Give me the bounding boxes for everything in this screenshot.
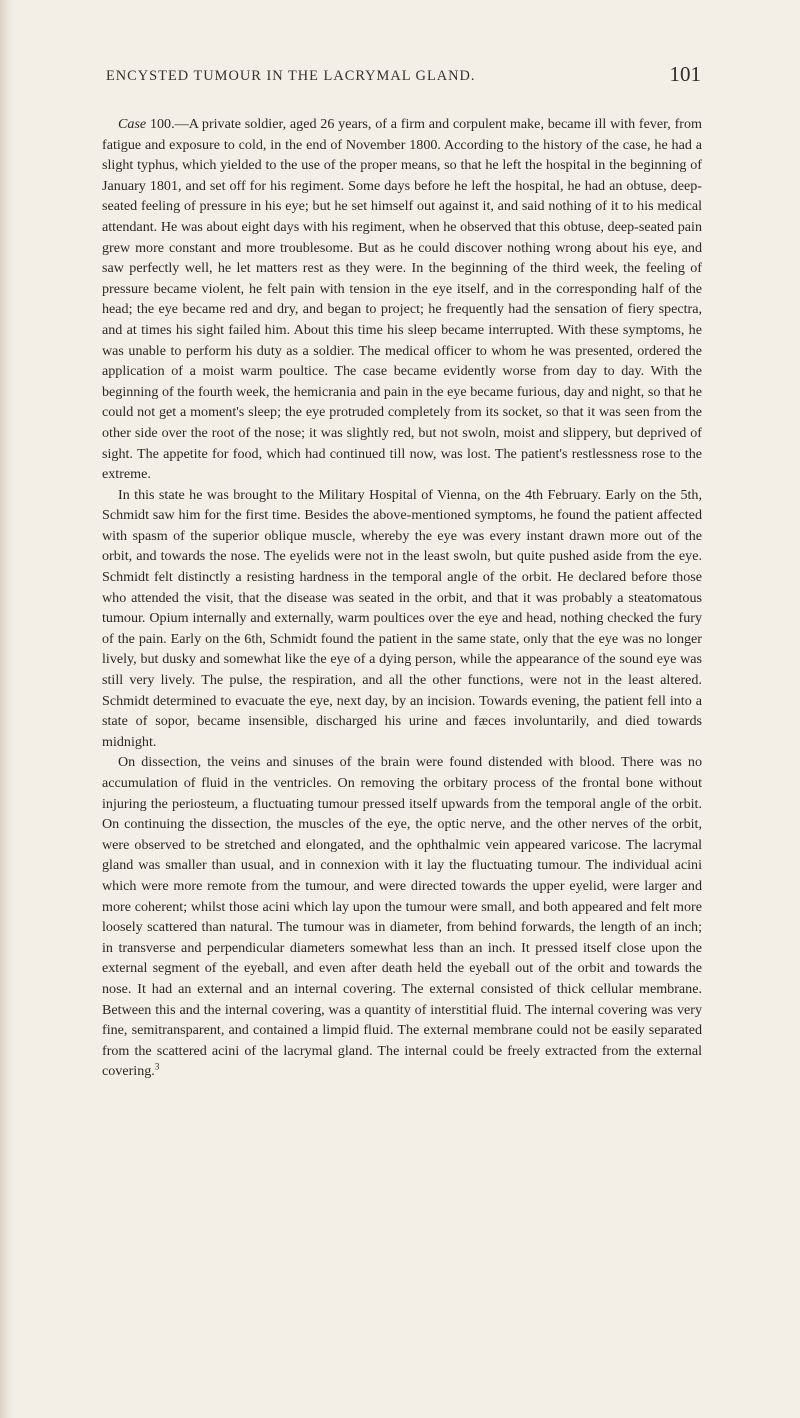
page-header	[106, 62, 701, 92]
body-text	[102, 114, 702, 1082]
footnote-reference: 3	[154, 1061, 160, 1072]
page-number: 101	[669, 62, 701, 86]
paragraph-1	[102, 114, 702, 485]
paragraph-1-text: 100.—A private soldier, aged 26 years, of a firm and corpulent make, became ill with fever, from fatigue and exposure to cold, in the end of November 1800. According to the history of the case, he had a slight typhus, which yielded to the use of the proper means, so that he left the hospital in the beginning of January 1801, and set off for his regiment. Some days before he left the hospital, he had an obtuse, deep-seated feeling of pressure in his eye; but he set himself out against it, and said nothing of it to his medical attendant. He was about eight days with his regiment, when he observed that this obtuse, deep-seated pain grew more constant and more troublesome. But as he could discover nothing wrong about his eye, and saw perfectly well, he let matters rest as they were. In the beginning of the third week, the feeling of pressure became violent, he felt pain with tension in the eye itself, and in the corresponding half of the head; the eye became red and dry, and began to project; he frequently had the sensation of fiery spectra, and at times his sight failed him. About this time his sleep became interrupted. With these symptoms, he was unable to perform his duty as a soldier. The medical officer to whom he was presented, ordered the application of a moist warm poultice. The case became evidently worse from day to day. With the beginning of the fourth week, the hemicrania and pain in the eye became furious, day and night, so that he could not get a moment's sleep; the eye protruded completely from its socket, so that it was seen from the other side over the root of the nose; it was slightly red, but not swoln, moist and slippery, but deprived of sight. The appetite for food, which had continued till now, was lost. The patient's restlessness rose to the extreme.	[102, 116, 702, 483]
binding-gutter-shadow	[0, 0, 14, 1418]
paragraph-3-text: On dissection, the veins and sinuses of the brain were found distended with blood. There was no accumulation of fluid in the ventricles. On removing the orbitary process of the frontal bone without injuring the periosteum, a fluctuating tumour pressed itself upwards from the temporal angle of the orbit. On continuing the dissection, the muscles of the eye, the optic nerve, and the other nerves of the orbit, were observed to be stretched and elongated, and the ophthalmic vein appeared varicose. The lacrymal gland was smaller than usual, and in connexion with it lay the fluctuating tumour. The individual acini which were more remote from the tumour, and were directed towards the upper eyelid, were larger and more coherent; whilst those acini which lay upon the tumour were small, and both appeared and felt more loosely scattered than natural. The tumour was in diameter, from behind forwards, the length of an inch; in transverse and perpendicular diameters somewhat less than an inch. It pressed itself close upon the external segment of the eyeball, and even after death held the eyeball out of the orbit and towards the nose. It had an external and an internal covering. The external consisted of thick cellular membrane. Between this and the internal covering, was a quantity of interstitial fluid. The internal covering was very fine, semitransparent, and contained a limpid fluid. The external membrane could not be easily separated from the scattered acini of the lacrymal gland. The internal could be freely extracted from the external covering.	[102, 754, 702, 1080]
running-head: ENCYSTED TUMOUR IN THE LACRYMAL GLAND.	[106, 68, 476, 84]
case-label: Case	[118, 116, 147, 132]
paragraph-2: In this state he was brought to the Military Hospital of Vienna, on the 4th February. Early on the 5th, Schmidt saw him for the first time. Besides the above-mentioned symptoms, he found the patient affected with spasm of the superior oblique muscle, whereby the eye was every instant drawn more out of the orbit, and towards the nose. The eyelids were not in the least swoln, but quite pushed aside from the eye. Schmidt felt distinctly a resisting hardness in the temporal angle of the orbit. He declared before those who attended the visit, that the disease was seated in the orbit, and that it was probably a steatomatous tumour. Opium internally and externally, warm poultices over the eye and head, nothing checked the fury of the pain. Early on the 6th, Schmidt found the patient in the same state, only that the eye was no longer lively, but dusky and somewhat like the eye of a dying person, while the appearance of the sound eye was still very lively. The pulse, the respiration, and all the other functions, were not in the least altered. Schmidt determined to evacuate the eye, next day, by an incision. Towards evening, the patient fell into a state of sopor, became insensible, discharged his urine and fæces involuntarily, and died towards midnight.	[102, 486, 702, 750]
paragraph-3	[102, 752, 702, 1082]
